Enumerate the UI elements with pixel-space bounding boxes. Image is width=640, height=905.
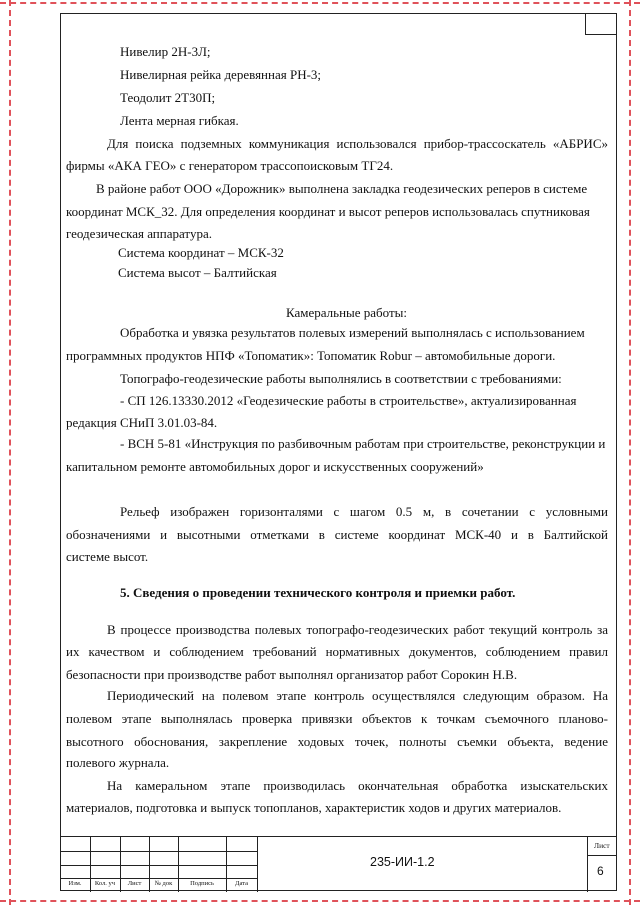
section-heading: 5. Сведения о проведении технического контроля и приемки работ. — [120, 585, 516, 600]
text-line: капитальном ремонте автомобильных дорог и искусственных сооружений» — [66, 459, 484, 474]
text-line: координат МСК_32. Для определения координат и высот реперов использовалась спутниковая — [66, 204, 590, 219]
text-line: Рельеф изображен горизонталями с шагом 0.5 м, в сочетании с условными — [120, 504, 608, 519]
section-title: Камеральные работы: — [286, 305, 408, 320]
text-line: - ВСН 5-81 «Инструкция по разбивочным работам при строительстве, реконструкции и — [120, 436, 606, 451]
column-label: № док — [154, 880, 173, 887]
column-label: Кол. уч — [94, 880, 116, 887]
cut-line-left — [9, 0, 11, 905]
text-line: материалов, подготовка и выпуск топопланов, характеристик ходов и других материалов. — [66, 800, 562, 815]
text-line: обозначениями и высотными отметками в системе координат МСК-40 и в Балтийской — [66, 527, 608, 542]
sheet-label: Лист — [594, 841, 610, 850]
text-line: В процессе производства полевых топографо-геодезических работ текущий контроль за — [107, 622, 608, 637]
text-line: Нивелирная рейка деревянная РН-3; — [120, 67, 322, 82]
revision-table — [60, 837, 257, 892]
text-line: программных продуктов НПФ «Топоматик»: Топоматик Robur – автомобильные дороги. — [66, 348, 556, 363]
text-line: Система координат – МСК-32 — [118, 245, 284, 260]
text-line: полевом этапе выполнялась проверка привязки объектов к точкам съемочного планово- — [66, 711, 608, 726]
table-rule — [257, 837, 258, 892]
text-line: Топографо-геодезические работы выполнялись в соответствии с требованиями: — [120, 371, 562, 386]
text-line: - СП 126.13330.2012 «Геодезические работы в строительстве», актуализированная — [120, 393, 577, 408]
cut-line-right — [629, 0, 631, 905]
document-code: 235-ИИ-1.2 — [370, 855, 435, 869]
text-line: Нивелир 2Н-3Л; — [120, 44, 211, 59]
corner-box — [585, 13, 617, 35]
cut-line-top — [0, 2, 640, 4]
sheet-cell-divider — [587, 855, 617, 856]
column-label: Изм. — [68, 880, 82, 887]
column-label: Лист — [127, 880, 142, 887]
text-line: Для поиска подземных коммуникация использовался прибор-трассоскатель «АБРИС» — [107, 136, 608, 151]
title-block — [60, 836, 617, 891]
text-line: геодезическая аппаратура. — [66, 226, 212, 241]
text-line: Теодолит 2Т30П; — [120, 90, 216, 105]
text-line: Периодический на полевом этапе контроль осуществлялся следующим образом. На — [107, 688, 608, 703]
text-line: фирмы «АКА ГЕО» с генератором трассопоисковым ТГ24. — [66, 158, 394, 173]
column-label: Дата — [235, 880, 248, 887]
text-line: В районе работ ООО «Дорожник» выполнена закладка геодезических реперов в системе — [96, 181, 588, 196]
cut-line-bottom — [0, 900, 640, 902]
sheet-number: 6 — [597, 864, 604, 878]
text-line: полевого журнала. — [66, 755, 170, 770]
text-line: Система высот – Балтийская — [118, 265, 277, 280]
text-line: редакция СНиП 3.01.03-84. — [66, 415, 218, 430]
text-line: На камеральном этапе производилась окончательная обработка изыскательских — [107, 778, 608, 793]
text-line: безопасности при производстве работ выполнял организатор работ Сорокин Н.В. — [66, 667, 518, 682]
text-line: Обработка и увязка результатов полевых измерений выполнялась с использованием — [120, 325, 585, 340]
text-line: их качеством и соблюдением требований нормативных документов, соблюдением правил — [66, 644, 608, 659]
text-line: системе высот. — [66, 549, 149, 564]
text-line: высотного обоснования, закрепление ходовых точек, полноты съемки объекта, ведение — [66, 734, 608, 749]
text-line: Лента мерная гибкая. — [120, 113, 239, 128]
sheet-cell-border — [587, 837, 588, 892]
column-label: Подпись — [190, 880, 214, 887]
